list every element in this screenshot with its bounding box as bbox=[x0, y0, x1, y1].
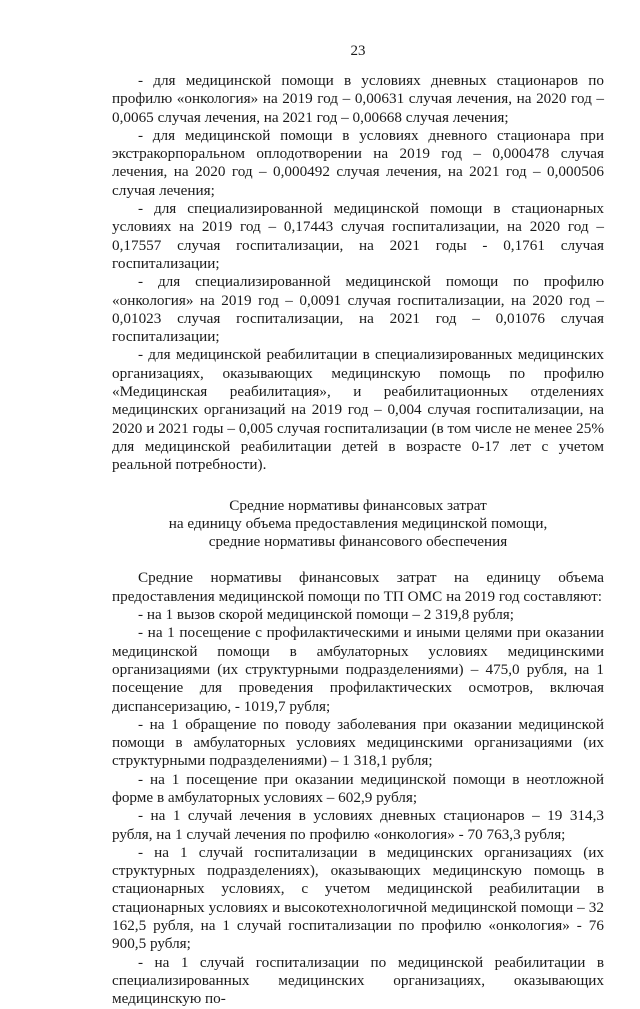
section-heading-line-1: Средние нормативы финансовых затрат bbox=[229, 496, 487, 514]
paragraph-ivf: - для медицинской помощи в условиях дневного стационара при экстракорпоральном оплодотворении на 2019 год – 0,000478 случая лечения, на 2020 год – 0,000492 случая лечения, на 2021 год – 0,000506 случая лечения; bbox=[112, 126, 604, 199]
section-heading-line-2: на единицу объема предоставления медицинской помощи, bbox=[168, 514, 548, 532]
page-number: 23 bbox=[350, 43, 366, 59]
paragraph-intro: Средние нормативы финансовых затрат на единицу объема предоставления медицинской помощи по ТП ОМС на 2019 год составляют: bbox=[112, 569, 604, 605]
financial-costs-list bbox=[112, 569, 604, 1008]
paragraph-preventive-visit: - на 1 посещение с профилактическими и иными целями при оказании медицинской помощи в амбулаторных условиях медицинскими организациями (их структурными подразделениями) – 475,0 рубля, на 1 посещение для проведения профилактических осмотров, включая диспансеризацию, - 1019,7 рубля; bbox=[112, 624, 604, 715]
paragraph-rehabilitation-case: - на 1 случай госпитализации по медицинской реабилитации в специализированных медицинских организациях, оказывающих медицинскую по- bbox=[112, 953, 604, 1008]
paragraph-disease-appeal: - на 1 обращение по поводу заболевания при оказании медицинской помощи в амбулаторных условиях медицинскими организациями (их структурными подразделениями) – 1 318,1 рубля; bbox=[112, 715, 604, 770]
paragraph-rehabilitation: - для медицинской реабилитации в специализированных медицинских организациях, оказывающих медицинскую помощь по профилю «Медицинская реабилитация», и реабилитационных отделениях медицинских организаций на 2019 год – 0,004 случая госпитализации, на 2020 и 2021 годы – 0,005 случая госпитализации (в том числе не менее 25% для медицинской реабилитации детей в возрасте 0-17 лет с учетом реальной потребности). bbox=[112, 346, 604, 474]
section-heading bbox=[112, 497, 604, 552]
paragraph-day-hospital-oncology: - для медицинской помощи в условиях дневных стационаров по профилю «онкология» на 2019 год – 0,00631 случая лечения, на 2020 год – 0,0065 случая лечения, на 2021 год – 0,00668 случая лечения; bbox=[112, 72, 604, 126]
paragraph-day-hospital-case: - на 1 случай лечения в условиях дневных стационаров – 19 314,3 рубля, на 1 случай лечения по профилю «онкология» - 70 763,3 рубля; bbox=[112, 807, 604, 843]
normative-volumes-list bbox=[112, 72, 604, 475]
paragraph-urgent-visit: - на 1 посещение при оказании медицинской помощи в неотложной форме в амбулаторных условиях – 602,9 рубля; bbox=[112, 770, 604, 806]
paragraph-specialized-oncology: - для специализированной медицинской помощи по профилю «онкология» на 2019 год – 0,0091 случая госпитализации, на 2020 год – 0,01023 случая госпитализации, на 2021 год – 0,01076 случая госпитализации; bbox=[112, 273, 604, 346]
paragraph-ambulance-call: - на 1 вызов скорой медицинской помощи – 2 319,8 рубля; bbox=[138, 606, 514, 624]
paragraph-specialized-inpatient: - для специализированной медицинской помощи в стационарных условиях на 2019 год – 0,17443 случая госпитализации, на 2020 год – 0,17557 случая госпитализации, на 2021 годы - 0,1761 случая госпитализации; bbox=[112, 200, 604, 272]
section-heading-line-3: средние нормативы финансового обеспечения bbox=[208, 533, 508, 551]
paragraph-hospitalization-case: - на 1 случай госпитализации в медицинских организациях (их структурных подразделениях), оказывающих медицинскую помощь в стационарных условиях, с учетом медицинской реабилитации в стационарных условиях и высокотехнологичной медицинской помощи – 32 162,5 рубля, на 1 случай госпитализации по профилю «онкология» - 76 900,5 рубля; bbox=[112, 843, 604, 953]
